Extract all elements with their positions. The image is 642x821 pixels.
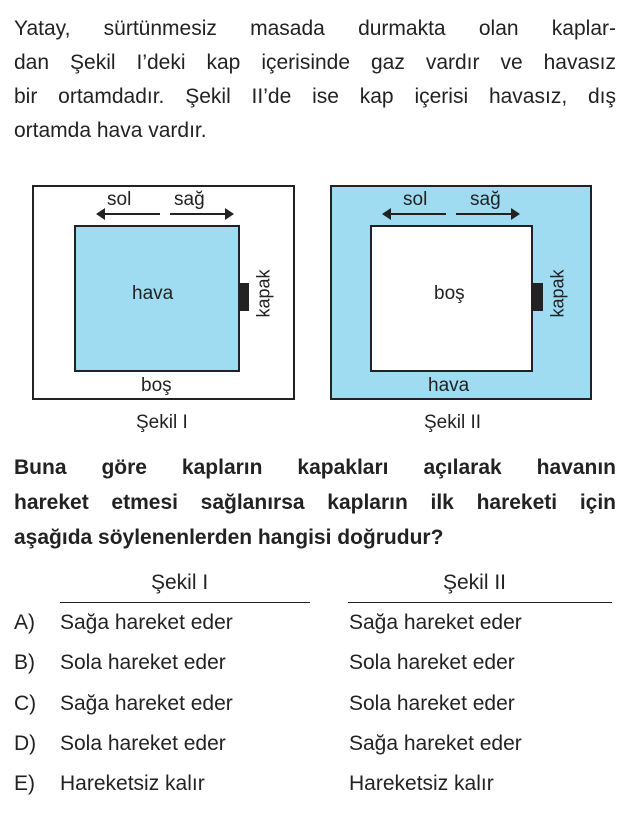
option-figure-1: Sola hareket eder xyxy=(60,651,226,674)
option-figure-1: Hareketsiz kalır xyxy=(60,772,205,795)
figure-2-cap-label: kapak xyxy=(547,269,568,318)
figure-2-inside-label: boş xyxy=(434,283,465,304)
option-letter: E) xyxy=(14,772,35,795)
figure-1-cap xyxy=(238,283,249,311)
column-header-figure-1: Şekil I xyxy=(151,571,209,594)
intro-line: bir ortamdadır. Şekil II’de ise kap içerisi havasız, dış xyxy=(14,85,616,108)
right-arrow-icon xyxy=(170,213,232,215)
figure-1-right-label: sağ xyxy=(174,189,205,210)
option-figure-2: Sağa hareket eder xyxy=(349,732,522,755)
figure-1-inside-label: hava xyxy=(132,283,174,304)
left-arrow-icon xyxy=(98,213,160,215)
intro-line: Yatay, sürtünmesiz masada durmakta olan kaplar- xyxy=(14,17,616,40)
column-header-figure-2: Şekil II xyxy=(443,571,507,594)
option-figure-1: Sağa hareket eder xyxy=(60,692,233,715)
question-line: aşağıda söylenenlerden hangisi doğrudur? xyxy=(14,526,444,549)
intro-paragraph xyxy=(14,12,616,148)
figure-2-cap xyxy=(532,283,543,311)
figure-2-outer-box xyxy=(330,185,592,400)
option-figure-2: Sola hareket eder xyxy=(349,692,515,715)
column-rule-2 xyxy=(348,602,612,603)
figure-1-caption: Şekil I xyxy=(136,412,188,433)
option-figure-1: Sağa hareket eder xyxy=(60,611,233,634)
question-line: Buna göre kapların kapakları açılarak havanın xyxy=(14,456,616,479)
left-arrow-icon xyxy=(384,213,446,215)
figure-2-left-label: sol xyxy=(403,189,428,210)
figure-1-outer-box xyxy=(32,185,295,400)
option-figure-2: Sola hareket eder xyxy=(349,651,515,674)
option-letter: C) xyxy=(14,692,37,715)
column-rule-1 xyxy=(60,602,310,603)
option-letter: A) xyxy=(14,611,35,634)
option-figure-2: Sağa hareket eder xyxy=(349,611,522,634)
figure-2-outside-label: hava xyxy=(428,375,470,396)
option-figure-1: Sola hareket eder xyxy=(60,732,226,755)
figure-2-caption: Şekil II xyxy=(424,412,482,433)
question-line: hareket etmesi sağlanırsa kapların ilk hareketi için xyxy=(14,491,616,514)
option-letter: B) xyxy=(14,651,35,674)
figure-1-outside-label: boş xyxy=(141,375,172,396)
figure-2-container xyxy=(370,225,533,372)
figure-1-left-label: sol xyxy=(107,189,132,210)
option-figure-2: Hareketsiz kalır xyxy=(349,772,494,795)
intro-line: dan Şekil I’deki kap içerisinde gaz vardır ve havasız xyxy=(14,51,616,74)
option-letter: D) xyxy=(14,732,37,755)
intro-line: ortamda hava vardır. xyxy=(14,119,207,142)
question-text xyxy=(14,450,616,555)
right-arrow-icon xyxy=(456,213,518,215)
figure-1-container xyxy=(74,225,240,372)
figure-1-cap-label: kapak xyxy=(253,269,274,318)
figure-2-right-label: sağ xyxy=(470,189,501,210)
